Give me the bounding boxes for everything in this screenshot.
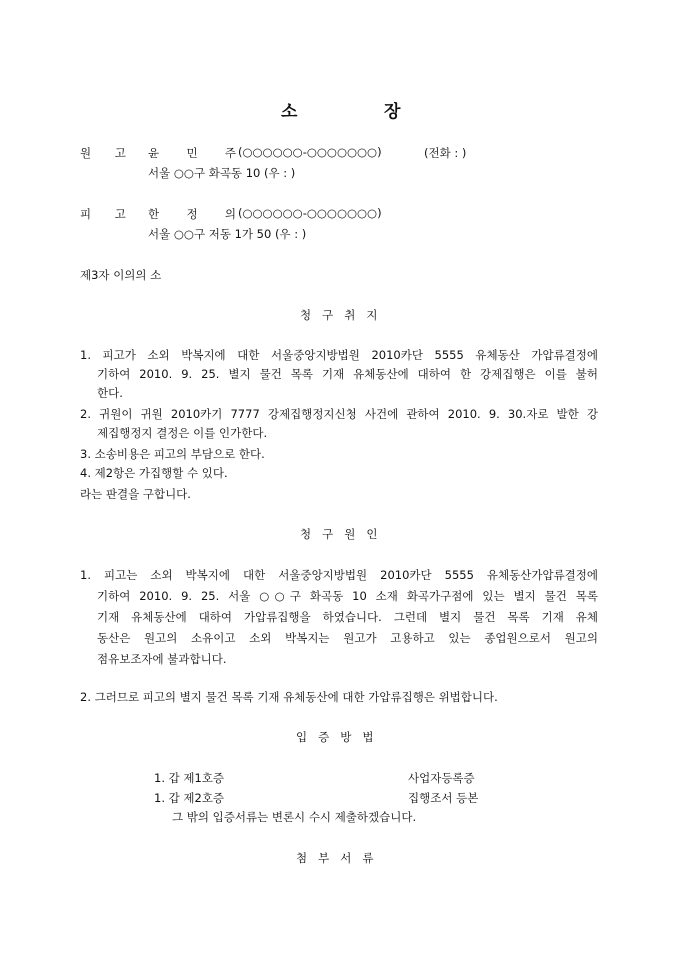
evidence-item-doc: 집행조서 등본 <box>408 791 479 805</box>
defendant-id: (○○○○○○-○○○○○○○) <box>238 206 382 220</box>
attachments-heading: 첨부서류 <box>296 851 385 865</box>
evidence-heading: 입증방법 <box>296 730 385 744</box>
claim-cause-heading: 청구원인 <box>300 527 389 541</box>
document-title-right: 장 <box>384 102 401 122</box>
claim-purpose-closing: 라는 판결을 구합니다. <box>80 487 191 501</box>
claim-purpose-line: 3. 소송비용은 피고의 부담으로 한다. <box>80 447 265 461</box>
claim-cause-line: 1. 피고는 소외 박복지에 대한 서울중앙지방법원 2010카단 5555 유체동산가압류결정에 <box>80 568 598 582</box>
claim-purpose-heading: 청구취지 <box>300 308 389 322</box>
claim-purpose-line: 2. 귀원이 귀원 2010카기 7777 강제집행정지신청 사건에 관하여 2010. 9. 30.자로 발한 강 <box>80 407 598 421</box>
claim-cause-line: 동산은 원고의 소유이고 소외 박복지는 원고가 고용하고 있는 종업원으로서 원고의 <box>97 631 598 645</box>
claim-purpose-line: 한다. <box>97 386 123 400</box>
claim-purpose-line: 기하여 2010. 9. 25. 별지 물건 목록 기재 유체동산에 대하여 한 강제집행은 이를 불허 <box>97 367 598 381</box>
claim-cause-line: 점유보조자에 불과합니다. <box>97 652 227 666</box>
defendant-address: 서울 ○○구 저동 1가 50 (우 : ) <box>148 227 307 241</box>
plaintiff-address: 서울 ○○구 화곡동 10 (우 : ) <box>148 166 296 180</box>
plaintiff-phone: (전화 : ) <box>424 146 467 160</box>
plaintiff-name: 윤 민 주 <box>148 146 236 160</box>
claim-purpose-line: 1. 피고가 소외 박복지에 대한 서울중앙지방법원 2010카단 5555 유체동산 가압류결정에 <box>80 348 598 362</box>
claim-purpose-line: 4. 제2항은 가집행할 수 있다. <box>80 466 228 480</box>
document-title-left: 소 <box>281 102 298 122</box>
claim-cause-para2: 2. 그러므로 피고의 별지 물건 목록 기재 유체동산에 대한 가압류집행은 위법합니다. <box>80 690 498 704</box>
claim-cause-line: 기재 유체동산에 대하여 가압류집행을 하였습니다. 그런데 별지 물건 목록 기재 유체 <box>97 610 598 624</box>
evidence-item-label: 1. 갑 제1호증 <box>154 771 225 785</box>
defendant-name: 한 정 의 <box>148 207 236 221</box>
case-type: 제3자 이의의 소 <box>80 268 162 282</box>
evidence-item-label: 1. 갑 제2호증 <box>154 791 225 805</box>
claim-cause-line: 기하여 2010. 9. 25. 서울 ○○구 화곡동 10 소재 화곡가구점에 있는 별지 물건 목록 <box>97 589 598 603</box>
evidence-note: 그 밖의 입증서류는 변론시 수시 제출하겠습니다. <box>172 810 417 824</box>
defendant-role: 피 고 <box>80 207 136 221</box>
plaintiff-role: 원 고 <box>80 146 136 160</box>
evidence-item-doc: 사업자등록증 <box>408 771 475 785</box>
plaintiff-id: (○○○○○○-○○○○○○○) <box>238 145 382 159</box>
claim-purpose-line: 제집행정지 결정은 이를 인가한다. <box>97 426 268 440</box>
